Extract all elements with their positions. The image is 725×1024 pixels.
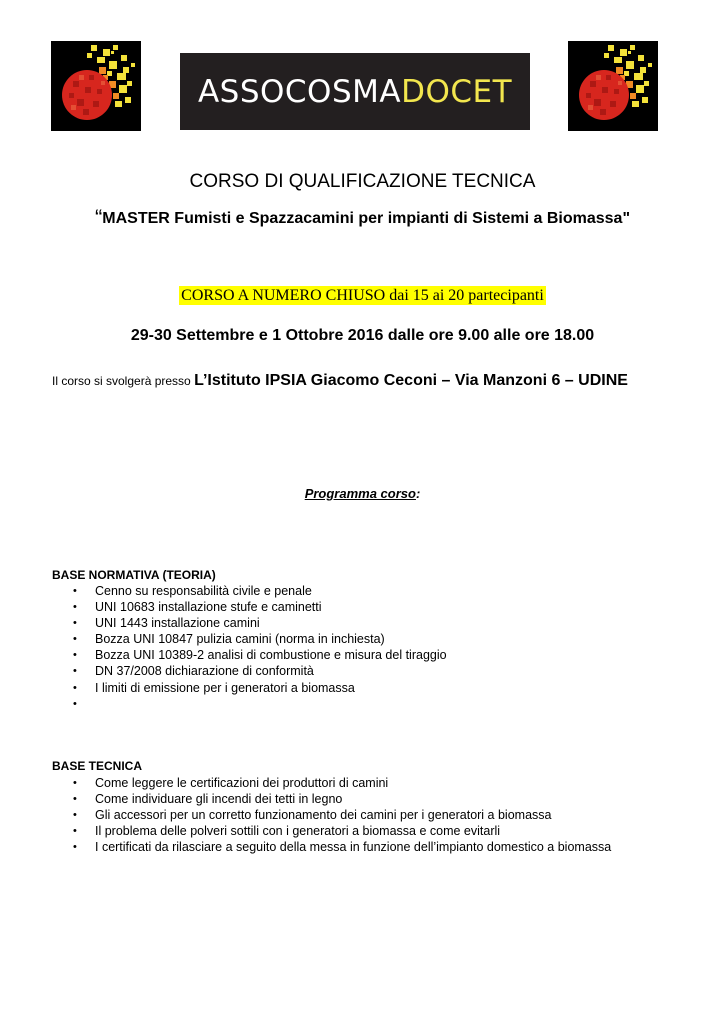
section-list-normativa — [52, 583, 447, 712]
banner-main-text: ASSOCOSMA — [197, 73, 402, 110]
list-item-text: Gli accessori per un corretto funzionamento dei camini per i generatori a biomassa — [95, 808, 552, 823]
list-item-text: Bozza UNI 10389-2 analisi di combustione e misura del tiraggio — [95, 648, 447, 663]
list-item — [52, 647, 447, 663]
venue-intro: Il corso si svolgerà presso — [52, 374, 195, 388]
list-item — [52, 696, 447, 712]
list-item-text: Come leggere le certificazioni dei produttori di camini — [95, 776, 389, 790]
venue-line — [52, 372, 628, 390]
venue-place: L’Istituto IPSIA Giacomo Ceconi – Via Manzoni 6 – UDINE — [194, 372, 628, 389]
bullet-icon: • — [73, 601, 77, 614]
associazione-banner — [180, 53, 530, 130]
closed-course-text: CORSO A NUMERO CHIUSO dai 15 ai 20 partecipanti — [181, 287, 544, 304]
programma-heading — [0, 486, 725, 501]
course-dates: 29-30 Settembre e 1 Ottobre 2016 dalle ore 9.00 alle ore 18.00 — [130, 327, 595, 344]
programma-colon: : — [415, 486, 421, 501]
programma-label: Programma corso — [304, 486, 416, 501]
list-item — [52, 599, 447, 615]
list-item — [52, 823, 611, 839]
bullet-icon: • — [73, 793, 77, 806]
list-item-text: I certificati da rilasciare a seguito della messa in funzione dell’impianto domestico a biomassa — [95, 840, 612, 855]
course-title: CORSO DI QUALIFICAZIONE TECNICA — [189, 171, 536, 192]
list-item-text: Cenno su responsabilità civile e penale — [95, 584, 312, 598]
section-heading-tecnica: BASE TECNICA — [52, 759, 143, 773]
list-item-text: UNI 10683 installazione stufe e caminetti — [95, 600, 322, 615]
bullet-icon: • — [73, 697, 77, 710]
list-item-text: Bozza UNI 10847 pulizia camini (norma in inchiesta) — [95, 632, 385, 647]
section-heading-normativa: BASE NORMATIVA (TEORIA) — [52, 568, 216, 582]
banner-accent-text: DOCET — [401, 73, 513, 110]
list-item — [52, 680, 447, 696]
bullet-icon: • — [73, 825, 77, 838]
bullet-icon: • — [73, 681, 77, 694]
bullet-icon: • — [73, 841, 77, 854]
bullet-icon: • — [73, 617, 77, 630]
list-item — [52, 775, 611, 791]
subtitle-text: MASTER Fumisti e Spazzacamini per impianti di Sistemi a Biomassa" — [102, 210, 631, 227]
list-item — [52, 583, 447, 599]
biomass-flame-logo-icon — [568, 41, 658, 131]
course-subtitle — [0, 205, 725, 231]
section-list-tecnica — [52, 775, 611, 855]
closed-course-notice — [0, 287, 725, 305]
bullet-icon: • — [73, 633, 77, 646]
bullet-icon: • — [73, 665, 77, 678]
list-item — [52, 663, 447, 679]
biomass-flame-logo-icon — [51, 41, 141, 131]
logo-right — [568, 41, 658, 131]
list-item-text: Come individuare gli incendi dei tetti in legno — [95, 792, 343, 807]
logo-left — [51, 41, 141, 131]
list-item — [52, 615, 447, 631]
list-item — [52, 791, 611, 807]
bullet-icon: • — [73, 809, 77, 822]
list-item-text: Il problema delle polveri sottili con i generatori a biomassa e come evitarli — [95, 824, 501, 839]
list-item-text: UNI 1443 installazione camini — [95, 616, 260, 631]
subtitle-open-quote: “ — [94, 205, 103, 230]
list-item — [52, 839, 611, 855]
list-item — [52, 631, 447, 647]
bullet-icon: • — [73, 649, 77, 662]
list-item — [52, 807, 611, 823]
list-item-text: I limiti di emissione per i generatori a biomassa — [95, 680, 355, 695]
list-item-text: DN 37/2008 dichiarazione di conformità — [95, 664, 314, 679]
bullet-icon: • — [73, 777, 77, 789]
bullet-icon: • — [73, 585, 77, 597]
